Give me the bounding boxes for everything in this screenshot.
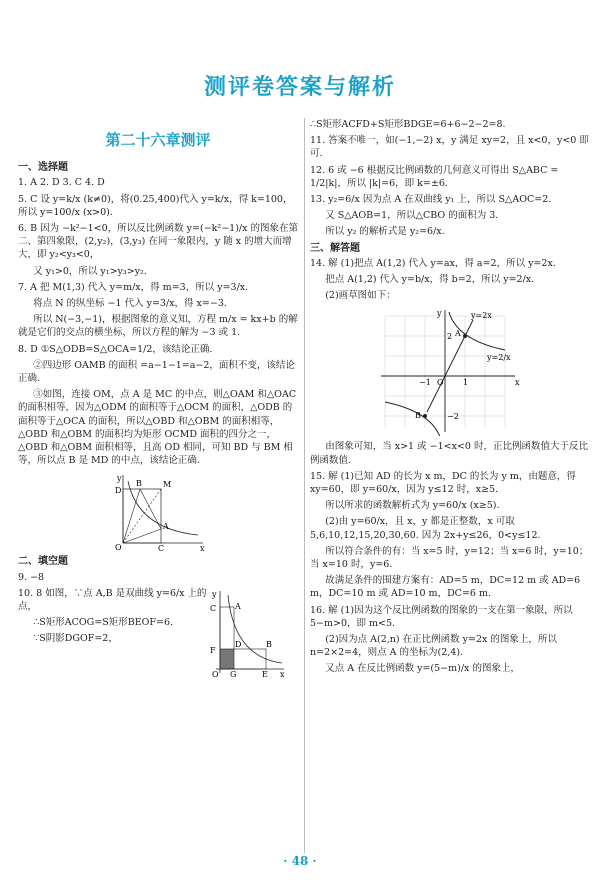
answer-10-cont1: ∴S矩形ACOG=S矩形BEOF=6. — [33, 617, 174, 629]
fig3-label: −1 — [419, 378, 431, 388]
answer-10: 10. 8 如图，∵点 A,B 是双曲线 y=6/x 上的点， — [18, 587, 207, 613]
answer-14: 14. 解 (1)把点 A(1,2) 代入 y=ax，得 a=2，所以 y=2x. — [310, 257, 556, 269]
figure-hyperbola-rects — [208, 587, 288, 677]
answer-15-cont1: 所以所求的函数解析式为 y=60/x (x≥5). — [325, 500, 500, 512]
answer-13: 13. y₂=6/x 因为点 A 在双曲线 y₁ 上，所以 S△AOC=2. — [310, 194, 552, 206]
fig3-label: A — [455, 329, 461, 339]
answer-14-cont1: 把点 A(1,2) 代入 y=b/x，得 b=2，所以 y=2/x. — [325, 274, 535, 286]
answer-15-cont2: (2)由 y=60/x，且 x，y 都是正整数，x 可取 5,6,10,12,15,20,30,60. 因为 2x+y≤26，0<y≤12. — [310, 516, 541, 541]
page-number: · 48 · — [283, 854, 317, 868]
fig1-label: C — [158, 544, 165, 552]
fig2-label: y — [212, 589, 217, 599]
answer-16-cont2: 又点 A 在反比例函数 y=(5−m)/x 的图象上， — [325, 663, 520, 675]
page-title: 测评卷答案与解析 — [203, 75, 396, 100]
column-divider — [304, 118, 305, 853]
fig3-label: y=2x — [471, 311, 492, 321]
answer-7-cont1: 将点 N 的纵坐标 −1 代入 y=3/x，得 x=−3. — [33, 298, 227, 310]
answer-5: 5. C 设 y=k/x (k≠0)，将(0.25,400)代入 y=k/x，得 k=100，所以 y=100/x (x>0). — [18, 193, 293, 218]
fig3-label: 1 — [463, 378, 469, 388]
fig1-label: M — [163, 480, 172, 490]
fig2-label: B — [266, 639, 272, 649]
left-column — [18, 118, 298, 677]
fig2-label: A — [235, 601, 241, 611]
answer-9: 9. −8 — [18, 571, 45, 583]
answer-16: 16. 解 (1)因为这个反比例函数的图象的一支在第一象限，所以 5−m>0，即 m<5. — [310, 604, 573, 629]
fig3-label: O — [437, 378, 444, 388]
answer-8: 8. D ①S△ODB=S△OCA=1/2，该结论正确. — [18, 343, 213, 355]
figure-sketch-graph — [375, 306, 525, 436]
fig2-label: O — [212, 669, 219, 677]
answer-10-end: ∴S矩形ACFD+S矩形BDGE=6+6−2−2=8. — [310, 119, 506, 130]
answer-16-cont1: (2)因为点 A(2,n) 在正比例函数 y=2x 的图象上，所以 n=2×2=4，则点 A 的坐标为(2,4). — [310, 634, 557, 659]
fig2-label: G — [230, 669, 237, 677]
answer-11: 11. 答案不唯一，如(−1,−2) x，y 满足 xy=2，且 x<0，y<0 即可. — [310, 135, 589, 160]
fig1-label: O — [115, 543, 122, 552]
fig1-label: B — [136, 479, 142, 489]
fig1-label: x — [200, 544, 205, 552]
section-heading-choice: 一、选择题 — [18, 162, 68, 174]
answer-14-cont2: (2)画草图如下： — [325, 290, 396, 302]
fig2-label: C — [210, 603, 217, 613]
answer-13-cont2: 所以 y₂ 的解析式是 y₂=6/x. — [325, 226, 445, 238]
fig3-label: x — [515, 378, 520, 388]
fig1-label: y — [117, 474, 122, 484]
right-column — [310, 118, 590, 679]
section-heading-fill: 二、填空题 — [18, 556, 68, 568]
chapter-title: 第二十六章测评 — [105, 131, 211, 149]
answer-6-cont: 又 y₁>0，所以 y₁>y₃>y₂. — [33, 265, 147, 277]
answer-13-cont1: 又 S△AOB=1，所以△CBO 的面积为 3. — [325, 210, 499, 222]
fig3-label: −2 — [447, 412, 459, 422]
fig2-label: E — [262, 669, 268, 677]
answer-6: 6. B 因为 −k²−1<0，所以反比例函数 y=(−k²−1)/x 的图象在第二、第四象限，(2,y₂)，(3,y₃) 在同一象限内，y 随 x 的增大而增大，即 y₂<y₃<0， — [18, 223, 299, 261]
answer-15: 15. 解 (1)已知 AD 的长为 x m，DC 的长为 y m，由题意，得 xy=60，即 y=60/x，因为 y≤12 时，x≥5. — [310, 470, 576, 496]
answer-8-cont2: ③如图，连接 OM，点 A 是 MC 的中点，则△OAM 和△OAC 的面积相等，因为△ODM 的面积等于△OCM 的面积，△ODB 的面积等于△OCA 的面积，所以△OBD 和△OBM 的面积相等，△OBD 和△OBM 的面积均为矩形 OCMD 面积的四分之一，△OBD 和△OBM 面积相等，且高 OD 相同，可知 BD 与 BM 相等，所以点 B 是 MD 的中点，该结论正确. — [18, 389, 297, 467]
figure-omb — [108, 471, 208, 551]
answer-8-cont1: ②四边形 OAMB 的面积 =a−1−1=a−2，面积不变，该结论正确. — [18, 359, 295, 385]
answer-7-cont2: 所以 N(−3,−1)，根据图象的意义知，方程 m/x = kx+b 的解就是它们的交点的横坐标，所以方程的解为 −3 或 1. — [18, 314, 298, 339]
answer-7: 7. A 把 M(1,3) 代入 y=m/x，得 m=3，所以 y=3/x. — [18, 281, 249, 293]
fig3-label: y=2/x — [487, 353, 511, 363]
fig2-label: x — [280, 669, 285, 677]
answer-1-4: 1. A 2. D 3. C 4. D — [18, 177, 105, 189]
answer-12: 12. 6 或 −6 根据反比例函数的几何意义可得出 S△ABC = 1/2|k|，所以 |k|=6，即 k=±6. — [310, 164, 559, 189]
fig1-label: D — [115, 486, 122, 496]
fig1-label: A — [163, 522, 169, 532]
section-heading-solve: 三、解答题 — [310, 242, 360, 254]
fig3-label: 2 — [447, 332, 453, 342]
fig2-label: D — [235, 639, 242, 649]
answer-15-cont3: 所以符合条件的有：当 x=5 时，y=12；当 x=6 时，y=10；当 x=10 时，y=6. — [310, 545, 589, 571]
fig3-label: y — [437, 309, 442, 319]
answer-15-cont4: 故满足条件的围建方案有：AD=5 m，DC=12 m 或 AD=6 m，DC=10 m 或 AD=10 m，DC=6 m. — [310, 575, 581, 600]
fig2-label: F — [210, 645, 216, 655]
fig3-label: B — [415, 411, 421, 421]
answer-14-conclusion: 由图象可知，当 x>1 或 −1<x<0 时，正比例函数值大于反比例函数值. — [310, 441, 588, 466]
answer-10-cont2: ∵S阴影DGOF=2， — [33, 633, 118, 645]
